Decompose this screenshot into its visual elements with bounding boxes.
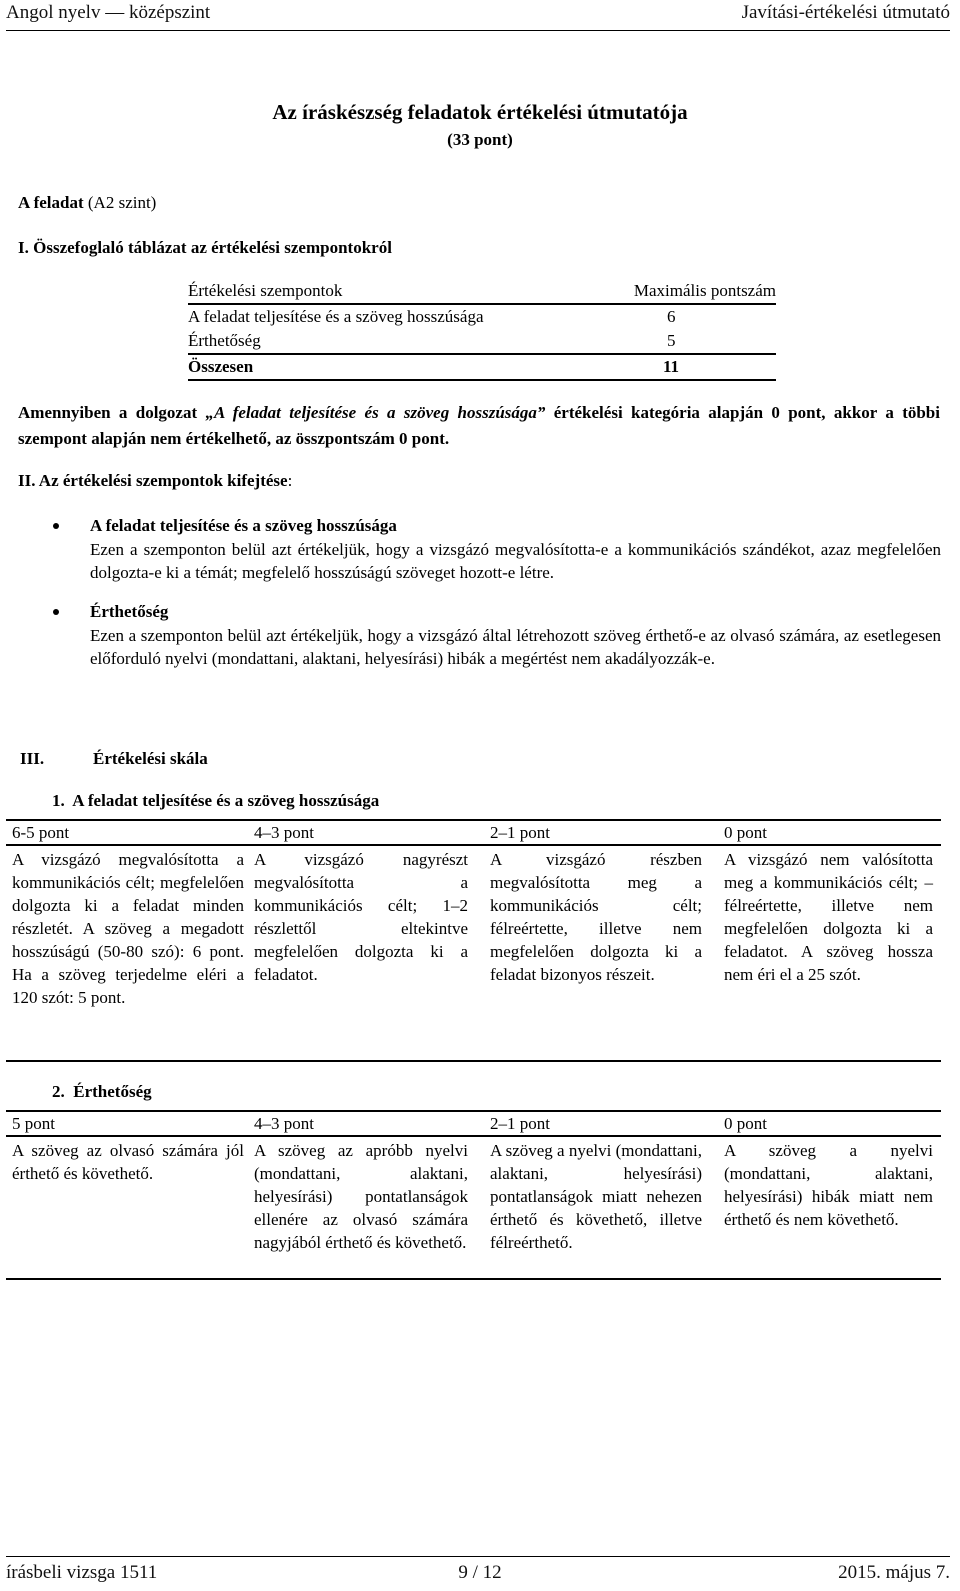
scale2-row [6, 1136, 941, 1278]
section3-number: III. [20, 749, 45, 768]
task-label-level: (A2 szint) [83, 193, 157, 212]
page-title-points: (33 pont) [447, 130, 513, 149]
bullet-icon [53, 609, 59, 615]
scale1-cell: A vizsgázó nagyrészt megvalósította a kommunikációs célt; 1–2 részlettől eltekintve megfelelően dolgozta ki a feladatot. [254, 850, 468, 984]
criterion-description: Ezen a szemponton belül azt értékeljük, hogy a vizsgázó megvalósította-e a kommunikációs szándékot, azaz megfelelően dolgozta-e ki a témát; megfelelő hosszúságú szöveget hozott-e létre. [90, 540, 941, 582]
footer-date: 2015. május 7. [838, 1562, 950, 1583]
summary-row-value: 5 [667, 331, 676, 350]
scale2-cell: A szöveg a nyelvi (mondattani, alaktani, helyesírási) pontatlanságok miatt nehezen érthető és követhető, illetve félreérthető. [490, 1141, 702, 1252]
scale1-title: 1. A feladat teljesítése és a szöveg hosszúsága [52, 791, 380, 810]
criterion-title: A feladat teljesítése és a szöveg hosszúsága [90, 516, 397, 535]
scale1-header: 4–3 pont [254, 823, 314, 842]
summary-row-value: 6 [667, 307, 676, 326]
scale2-table [6, 1110, 941, 1280]
scale2-cell: A szöveg a nyelvi (mondattani, alaktani, helyesírási) hibák miatt nem érthető és nem követhető. [724, 1141, 933, 1229]
scale1-cell: A vizsgázó megvalósította a kommunikációs célt; megfelelően dolgozta ki a feladat minden részletét. A szöveg a megadott hosszúságú (50-80 szó): 6 pont. Ha a szöveg terjedelme eléri a 120 szót: 5 pont. [12, 850, 244, 1007]
summary-col2-header: Maximális pontszám [633, 281, 776, 300]
scale2-cell: A szöveg az apróbb nyelvi (mondattani, alaktani, helyesírási) pontatlanságok ellenére az olvasó számára nagyjából érthető és követhető. [254, 1141, 468, 1252]
header-rule [6, 30, 950, 31]
summary-col1-header: Értékelési szempontok [188, 281, 343, 300]
scale1-header: 2–1 pont [490, 823, 550, 842]
scale2-header: 0 pont [724, 1114, 767, 1133]
scale2-title: 2. Érthetőség [52, 1082, 152, 1101]
header-right: Javítási-értékelési útmutató [741, 2, 950, 23]
page-title: Az íráskészség feladatok értékelési útmutatója [272, 100, 688, 124]
note-text-end: értékelési kategória alapján 0 pont, akkor a többi szempont alapján nem értékelhető, az összpontszám 0 pont. [18, 403, 940, 448]
scale1-header: 0 pont [724, 823, 767, 842]
bullet-icon [53, 523, 59, 529]
footer-rule [6, 1556, 950, 1557]
scale1-cell: A vizsgázó nem valósította meg a kommunikációs célt; – félreértette, illetve nem megfelelően dolgozta ki a feladatot. A szöveg hossza nem éri el a 25 szót. [724, 850, 933, 984]
summary-row [188, 329, 776, 354]
scale1-row [6, 845, 941, 1060]
summary-total-value: 11 [663, 357, 680, 376]
task-label-bold: A feladat [18, 193, 84, 212]
footer-exam-code: írásbeli vizsga 1511 [6, 1562, 158, 1583]
note-italic: „A feladat teljesítése és a szöveg hosszúsága” [205, 403, 546, 422]
scale1-cell: A vizsgázó részben megvalósította meg a kommunikációs célt; félreértette, illetve nem megfelelően dolgozta ki a feladat bizonyos részeit. [490, 850, 702, 984]
scale1-header-row [6, 821, 941, 845]
section2-heading [18, 469, 292, 492]
summary-header-row [188, 279, 776, 304]
summary-table [188, 279, 776, 381]
summary-total-row [188, 354, 776, 380]
footer-page-number: 9 / 12 [458, 1562, 502, 1583]
scale2-header: 4–3 pont [254, 1114, 314, 1133]
section2-colon: : [287, 471, 293, 490]
scale2-cell: A szöveg az olvasó számára jól érthető és követhető. [12, 1141, 244, 1183]
zero-point-note [18, 400, 940, 452]
criterion-title: Érthetőség [90, 602, 169, 621]
header-left: Angol nyelv — középszint [6, 2, 211, 23]
scale2-header-row [6, 1112, 941, 1136]
summary-total-label: Összesen [188, 357, 254, 376]
summary-row-label: Érthetőség [188, 331, 261, 350]
summary-row [188, 304, 776, 329]
section1-heading: I. Összefoglaló táblázat az értékelési szempontokról [18, 238, 392, 257]
task-label [18, 191, 156, 214]
section2-number: II. [18, 471, 36, 490]
summary-row-label: A feladat teljesítése és a szöveg hosszúsága [188, 307, 484, 326]
scale1-table [6, 819, 941, 1062]
section2-title: Az értékelési szempontok kifejtése [35, 471, 288, 490]
section3-heading: Értékelési skála [93, 749, 208, 768]
criterion-description: Ezen a szemponton belül azt értékeljük, hogy a vizsgázó által létrehozott szöveg érthető-e az olvasó számára, az esetlegesen előforduló nyelvi (mondattani, alaktani, helyesírási) hibák a megértést nem akadályozzák-e. [90, 626, 941, 668]
scale1-header: 6-5 pont [12, 823, 70, 842]
scale2-header: 2–1 pont [490, 1114, 550, 1133]
note-text: Amennyiben a dolgozat [18, 403, 206, 422]
scale2-header: 5 pont [12, 1114, 55, 1133]
